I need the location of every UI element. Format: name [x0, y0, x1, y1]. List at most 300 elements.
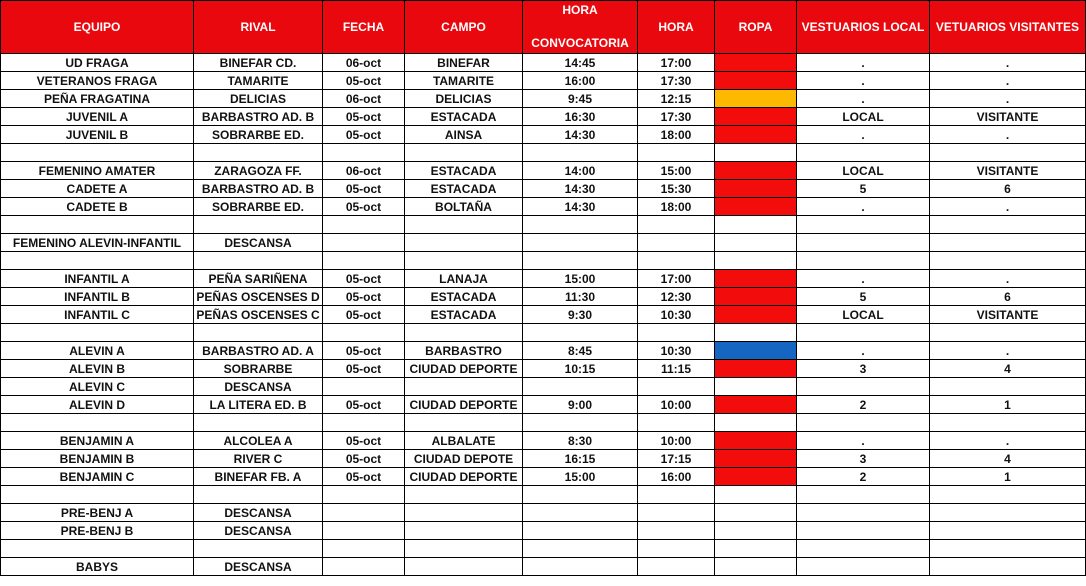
cell-equipo: INFANTIL B [1, 288, 194, 306]
cell-rival [194, 216, 323, 234]
cell-campo: CIUDAD DEPOTE [405, 450, 523, 468]
cell-vestuario-local: 5 [797, 180, 930, 198]
table-row [1, 540, 1086, 558]
cell-hora-convocatoria: 16:00 [523, 72, 638, 90]
cell-ropa [715, 396, 797, 414]
cell-vestuario-visitante: 1 [930, 396, 1086, 414]
cell-hora: 17:00 [638, 54, 715, 72]
cell-vestuario-local: . [797, 342, 930, 360]
cell-hora: 10:00 [638, 432, 715, 450]
cell-vestuario-visitante: . [930, 90, 1086, 108]
cell-hora-convocatoria: 10:15 [523, 360, 638, 378]
cell-equipo: BABYS [1, 558, 194, 576]
cell-equipo: ALEVIN A [1, 342, 194, 360]
header-rival: RIVAL [194, 1, 323, 54]
cell-campo: CIUDAD DEPORTE [405, 396, 523, 414]
cell-hora-convocatoria: 14:45 [523, 54, 638, 72]
cell-rival: TAMARITE [194, 72, 323, 90]
cell-ropa [715, 198, 797, 216]
cell-hora-convocatoria: 8:30 [523, 432, 638, 450]
cell-campo: ESTACADA [405, 108, 523, 126]
cell-equipo: PRE-BENJ B [1, 522, 194, 540]
cell-campo [405, 234, 523, 252]
table-row [1, 252, 1086, 270]
cell-rival: ALCOLEA A [194, 432, 323, 450]
cell-hora-convocatoria: 14:30 [523, 198, 638, 216]
table-row [1, 522, 1086, 540]
cell-fecha: 05-oct [323, 270, 405, 288]
cell-rival: DESCANSA [194, 234, 323, 252]
cell-vestuario-visitante: VISITANTE [930, 162, 1086, 180]
cell-campo [405, 378, 523, 396]
cell-vestuario-local [797, 216, 930, 234]
cell-equipo [1, 414, 194, 432]
cell-rival: ZARAGOZA FF. [194, 162, 323, 180]
cell-campo [405, 324, 523, 342]
cell-campo: ESTACADA [405, 288, 523, 306]
cell-vestuario-local [797, 234, 930, 252]
cell-ropa [715, 162, 797, 180]
cell-campo [405, 558, 523, 576]
cell-hora-convocatoria: 9:30 [523, 306, 638, 324]
cell-vestuario-visitante [930, 324, 1086, 342]
cell-equipo: BENJAMIN B [1, 450, 194, 468]
cell-rival: DESCANSA [194, 522, 323, 540]
header-hora-convocatoria [523, 1, 638, 54]
cell-hora-convocatoria: 15:00 [523, 270, 638, 288]
cell-equipo: ALEVIN B [1, 360, 194, 378]
cell-ropa [715, 486, 797, 504]
cell-fecha [323, 234, 405, 252]
cell-vestuario-local [797, 558, 930, 576]
cell-ropa [715, 378, 797, 396]
cell-rival: BARBASTRO AD. A [194, 342, 323, 360]
cell-vestuario-visitante: VISITANTE [930, 108, 1086, 126]
table-row [1, 144, 1086, 162]
table-row [1, 216, 1086, 234]
cell-ropa [715, 432, 797, 450]
cell-vestuario-local: . [797, 270, 930, 288]
table-row [1, 558, 1086, 576]
cell-vestuario-local: 2 [797, 468, 930, 486]
cell-hora [638, 378, 715, 396]
cell-vestuario-local: 3 [797, 360, 930, 378]
cell-vestuario-visitante [930, 522, 1086, 540]
cell-campo: CIUDAD DEPORTE [405, 360, 523, 378]
cell-hora [638, 540, 715, 558]
cell-ropa [715, 342, 797, 360]
cell-hora: 12:30 [638, 288, 715, 306]
cell-vestuario-visitante [930, 144, 1086, 162]
cell-vestuario-visitante [930, 414, 1086, 432]
cell-rival: BINEFAR FB. A [194, 468, 323, 486]
table-row [1, 54, 1086, 72]
cell-ropa [715, 468, 797, 486]
cell-campo [405, 144, 523, 162]
cell-fecha: 05-oct [323, 450, 405, 468]
cell-rival: SOBRARBE ED. [194, 126, 323, 144]
table-row [1, 72, 1086, 90]
cell-rival [194, 144, 323, 162]
cell-hora: 17:15 [638, 450, 715, 468]
cell-campo [405, 486, 523, 504]
cell-ropa [715, 216, 797, 234]
cell-equipo: FEMENINO ALEVIN-INFANTIL [1, 234, 194, 252]
cell-hora-convocatoria [523, 252, 638, 270]
cell-vestuario-local: . [797, 432, 930, 450]
cell-ropa [715, 540, 797, 558]
cell-equipo: ALEVIN D [1, 396, 194, 414]
cell-ropa [715, 306, 797, 324]
table-row [1, 342, 1086, 360]
cell-campo: ESTACADA [405, 306, 523, 324]
cell-fecha: 05-oct [323, 306, 405, 324]
cell-vestuario-local [797, 540, 930, 558]
table-row [1, 126, 1086, 144]
cell-hora-convocatoria [523, 486, 638, 504]
cell-hora-convocatoria [523, 144, 638, 162]
cell-hora: 17:00 [638, 270, 715, 288]
cell-campo: ESTACADA [405, 162, 523, 180]
cell-vestuario-visitante: . [930, 342, 1086, 360]
header-equipo: EQUIPO [1, 1, 194, 54]
cell-hora-convocatoria [523, 216, 638, 234]
cell-equipo: BENJAMIN C [1, 468, 194, 486]
cell-vestuario-visitante: 6 [930, 180, 1086, 198]
cell-vestuario-local: LOCAL [797, 108, 930, 126]
cell-vestuario-local: . [797, 90, 930, 108]
cell-campo: BARBASTRO [405, 342, 523, 360]
cell-vestuario-local [797, 486, 930, 504]
cell-ropa [715, 108, 797, 126]
table-row [1, 162, 1086, 180]
cell-fecha [323, 144, 405, 162]
cell-rival: BARBASTRO AD. B [194, 180, 323, 198]
cell-vestuario-visitante [930, 378, 1086, 396]
cell-hora [638, 486, 715, 504]
cell-hora-convocatoria: 9:00 [523, 396, 638, 414]
cell-vestuario-visitante: 6 [930, 288, 1086, 306]
cell-vestuario-local [797, 378, 930, 396]
cell-vestuario-local: . [797, 198, 930, 216]
cell-vestuario-visitante: . [930, 198, 1086, 216]
cell-ropa [715, 72, 797, 90]
cell-campo: ALBALATE [405, 432, 523, 450]
cell-rival: SOBRARBE [194, 360, 323, 378]
cell-equipo [1, 486, 194, 504]
cell-ropa [715, 180, 797, 198]
table-row [1, 180, 1086, 198]
cell-rival: RIVER C [194, 450, 323, 468]
cell-vestuario-local: . [797, 72, 930, 90]
cell-fecha: 05-oct [323, 180, 405, 198]
cell-hora [638, 144, 715, 162]
cell-hora: 15:30 [638, 180, 715, 198]
table-row [1, 504, 1086, 522]
cell-campo: BINEFAR [405, 54, 523, 72]
cell-ropa [715, 360, 797, 378]
cell-equipo: BENJAMIN A [1, 432, 194, 450]
cell-hora: 18:00 [638, 198, 715, 216]
cell-ropa [715, 504, 797, 522]
cell-vestuario-visitante: . [930, 432, 1086, 450]
cell-hora-convocatoria [523, 234, 638, 252]
cell-vestuario-visitante [930, 216, 1086, 234]
cell-fecha: 05-oct [323, 342, 405, 360]
cell-fecha [323, 486, 405, 504]
cell-equipo [1, 324, 194, 342]
cell-fecha: 05-oct [323, 360, 405, 378]
table-row [1, 324, 1086, 342]
table-row [1, 360, 1086, 378]
cell-campo [405, 540, 523, 558]
cell-rival: PEÑAS OSCENSES D [194, 288, 323, 306]
cell-vestuario-local: LOCAL [797, 306, 930, 324]
cell-ropa [715, 522, 797, 540]
cell-hora: 17:30 [638, 72, 715, 90]
cell-ropa [715, 144, 797, 162]
table-header [1, 1, 1086, 54]
cell-hora [638, 522, 715, 540]
header-hora-convocatoria-line2: CONVOCATORIA [531, 36, 629, 50]
cell-vestuario-visitante: 4 [930, 450, 1086, 468]
table-row [1, 90, 1086, 108]
cell-fecha: 06-oct [323, 162, 405, 180]
header-hora-convocatoria-line1: HORA [562, 3, 598, 17]
header-fecha: FECHA [323, 1, 405, 54]
cell-campo: CIUDAD DEPORTE [405, 468, 523, 486]
cell-fecha: 06-oct [323, 54, 405, 72]
cell-campo [405, 252, 523, 270]
cell-fecha: 05-oct [323, 468, 405, 486]
cell-campo [405, 504, 523, 522]
cell-equipo: PRE-BENJ A [1, 504, 194, 522]
cell-hora-convocatoria [523, 540, 638, 558]
header-vestuarios-visitantes: VETUARIOS VISITANTES [930, 1, 1086, 54]
cell-ropa [715, 450, 797, 468]
cell-hora-convocatoria: 14:00 [523, 162, 638, 180]
cell-hora-convocatoria: 16:30 [523, 108, 638, 126]
cell-equipo: JUVENIL B [1, 126, 194, 144]
cell-ropa [715, 234, 797, 252]
cell-vestuario-local: LOCAL [797, 162, 930, 180]
cell-equipo: CADETE B [1, 198, 194, 216]
cell-vestuario-visitante: . [930, 270, 1086, 288]
cell-hora: 17:30 [638, 108, 715, 126]
cell-fecha: 05-oct [323, 396, 405, 414]
cell-equipo: VETERANOS FRAGA [1, 72, 194, 90]
cell-fecha [323, 324, 405, 342]
cell-fecha: 05-oct [323, 288, 405, 306]
cell-vestuario-visitante [930, 504, 1086, 522]
cell-hora-convocatoria: 8:45 [523, 342, 638, 360]
cell-vestuario-visitante [930, 234, 1086, 252]
table-row [1, 378, 1086, 396]
cell-vestuario-local: 5 [797, 288, 930, 306]
cell-equipo: JUVENIL A [1, 108, 194, 126]
cell-hora: 12:15 [638, 90, 715, 108]
table-row [1, 198, 1086, 216]
cell-vestuario-visitante: . [930, 72, 1086, 90]
cell-fecha: 05-oct [323, 198, 405, 216]
cell-hora: 16:00 [638, 468, 715, 486]
cell-hora-convocatoria: 14:30 [523, 126, 638, 144]
cell-vestuario-local: . [797, 54, 930, 72]
cell-vestuario-local: 2 [797, 396, 930, 414]
cell-hora-convocatoria: 15:00 [523, 468, 638, 486]
table-row [1, 468, 1086, 486]
cell-hora [638, 216, 715, 234]
cell-ropa [715, 414, 797, 432]
cell-fecha [323, 414, 405, 432]
cell-fecha: 05-oct [323, 126, 405, 144]
cell-vestuario-visitante: 4 [930, 360, 1086, 378]
cell-vestuario-local [797, 414, 930, 432]
header-campo: CAMPO [405, 1, 523, 54]
cell-hora-convocatoria [523, 558, 638, 576]
table-row [1, 432, 1086, 450]
cell-vestuario-visitante: 1 [930, 468, 1086, 486]
cell-hora [638, 558, 715, 576]
cell-vestuario-local [797, 144, 930, 162]
cell-fecha: 05-oct [323, 432, 405, 450]
cell-fecha [323, 252, 405, 270]
cell-ropa [715, 558, 797, 576]
cell-fecha [323, 216, 405, 234]
cell-hora [638, 234, 715, 252]
table-row [1, 396, 1086, 414]
cell-equipo [1, 216, 194, 234]
cell-campo: AINSA [405, 126, 523, 144]
cell-rival [194, 324, 323, 342]
cell-hora [638, 414, 715, 432]
table-row [1, 414, 1086, 432]
cell-ropa [715, 126, 797, 144]
cell-fecha [323, 558, 405, 576]
cell-equipo: UD FRAGA [1, 54, 194, 72]
cell-fecha: 06-oct [323, 90, 405, 108]
cell-campo: TAMARITE [405, 72, 523, 90]
cell-fecha [323, 378, 405, 396]
cell-ropa [715, 288, 797, 306]
cell-campo: DELICIAS [405, 90, 523, 108]
cell-hora: 11:15 [638, 360, 715, 378]
cell-rival: BARBASTRO AD. B [194, 108, 323, 126]
cell-rival: DELICIAS [194, 90, 323, 108]
table-row [1, 306, 1086, 324]
cell-equipo [1, 540, 194, 558]
cell-rival: DESCANSA [194, 378, 323, 396]
cell-ropa [715, 54, 797, 72]
cell-fecha: 05-oct [323, 108, 405, 126]
cell-hora-convocatoria [523, 324, 638, 342]
cell-ropa [715, 252, 797, 270]
cell-rival: DESCANSA [194, 504, 323, 522]
cell-campo: LANAJA [405, 270, 523, 288]
cell-equipo: ALEVIN C [1, 378, 194, 396]
cell-vestuario-local [797, 324, 930, 342]
cell-hora: 10:30 [638, 342, 715, 360]
cell-vestuario-local: . [797, 126, 930, 144]
cell-equipo: PEÑA FRAGATINA [1, 90, 194, 108]
cell-campo: ESTACADA [405, 180, 523, 198]
cell-hora [638, 324, 715, 342]
cell-hora: 10:30 [638, 306, 715, 324]
cell-equipo [1, 144, 194, 162]
cell-fecha: 05-oct [323, 72, 405, 90]
cell-vestuario-visitante [930, 558, 1086, 576]
cell-vestuario-visitante [930, 540, 1086, 558]
cell-rival [194, 414, 323, 432]
header-ropa: ROPA [715, 1, 797, 54]
cell-rival: PEÑA SARIÑENA [194, 270, 323, 288]
cell-rival [194, 252, 323, 270]
cell-hora-convocatoria [523, 414, 638, 432]
table-row [1, 234, 1086, 252]
cell-hora: 15:00 [638, 162, 715, 180]
cell-hora-convocatoria [523, 522, 638, 540]
cell-hora-convocatoria [523, 378, 638, 396]
cell-vestuario-local [797, 522, 930, 540]
cell-hora-convocatoria: 14:30 [523, 180, 638, 198]
cell-fecha [323, 522, 405, 540]
table-row [1, 450, 1086, 468]
cell-hora: 18:00 [638, 126, 715, 144]
cell-campo [405, 216, 523, 234]
cell-ropa [715, 324, 797, 342]
cell-rival: LA LITERA ED. B [194, 396, 323, 414]
table-row [1, 486, 1086, 504]
cell-equipo: INFANTIL C [1, 306, 194, 324]
cell-ropa [715, 90, 797, 108]
header-row [1, 1, 1086, 54]
cell-rival: BINEFAR CD. [194, 54, 323, 72]
cell-vestuario-local [797, 504, 930, 522]
cell-hora [638, 504, 715, 522]
table-row [1, 270, 1086, 288]
cell-hora-convocatoria: 11:30 [523, 288, 638, 306]
cell-hora-convocatoria: 16:15 [523, 450, 638, 468]
cell-campo [405, 522, 523, 540]
table-row [1, 288, 1086, 306]
cell-vestuario-local [797, 252, 930, 270]
cell-rival [194, 540, 323, 558]
cell-fecha [323, 504, 405, 522]
cell-rival [194, 486, 323, 504]
cell-equipo [1, 252, 194, 270]
cell-campo [405, 414, 523, 432]
header-hora: HORA [638, 1, 715, 54]
cell-fecha [323, 540, 405, 558]
cell-vestuario-visitante: VISITANTE [930, 306, 1086, 324]
cell-rival: DESCANSA [194, 558, 323, 576]
table-row [1, 108, 1086, 126]
cell-hora-convocatoria: 9:45 [523, 90, 638, 108]
cell-hora: 10:00 [638, 396, 715, 414]
cell-vestuario-visitante: . [930, 126, 1086, 144]
cell-vestuario-local: 3 [797, 450, 930, 468]
cell-campo: BOLTAÑA [405, 198, 523, 216]
cell-rival: SOBRARBE ED. [194, 198, 323, 216]
cell-hora [638, 252, 715, 270]
cell-rival: PEÑAS OSCENSES C [194, 306, 323, 324]
cell-equipo: INFANTIL A [1, 270, 194, 288]
cell-vestuario-visitante [930, 252, 1086, 270]
cell-hora-convocatoria [523, 504, 638, 522]
header-vestuarios-local: VESTUARIOS LOCAL [797, 1, 930, 54]
cell-ropa [715, 270, 797, 288]
cell-vestuario-visitante [930, 486, 1086, 504]
